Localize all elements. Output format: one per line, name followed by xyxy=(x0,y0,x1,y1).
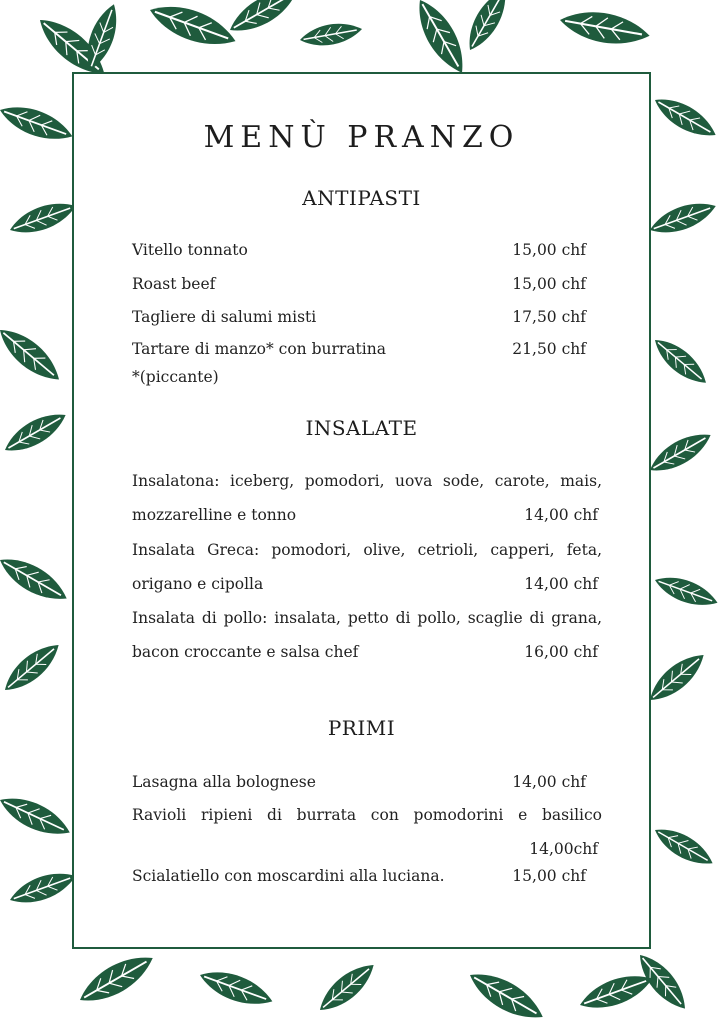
item-description-cont: origano e cipolla xyxy=(132,575,264,593)
item-name: Tartare di manzo* con burratina xyxy=(132,340,386,358)
item-price: 15,00 chf xyxy=(512,275,586,293)
item-price: 21,50 chf xyxy=(512,340,586,358)
item-price: 14,00 chf xyxy=(524,506,598,524)
item-description: Insalata Greca: pomodori, olive, cetrioli, capperi, feta, xyxy=(132,541,602,559)
menu-item xyxy=(132,533,602,601)
menu-item xyxy=(132,464,602,532)
item-price: 16,00 chf xyxy=(524,643,598,661)
item-name: Lasagna alla bolognese xyxy=(132,773,316,791)
item-note: *(piccante) xyxy=(132,368,219,386)
menu-item xyxy=(132,765,598,799)
item-price: 17,50 chf xyxy=(512,308,586,326)
item-description: Insalatona: iceberg, pomodori, uova sode, carote, mais, xyxy=(132,472,602,490)
item-price: 15,00 chf xyxy=(512,867,586,885)
item-price: 14,00 chf xyxy=(524,575,598,593)
menu-item xyxy=(132,601,602,669)
item-price: 14,00 chf xyxy=(512,773,586,791)
item-description-cont: bacon croccante e salsa chef xyxy=(132,643,359,661)
menu-item xyxy=(132,798,602,866)
leaf-cluster-left xyxy=(0,98,80,910)
leaf-cluster-right xyxy=(643,90,721,872)
item-price: 15,00 chf xyxy=(512,241,586,259)
menu-item xyxy=(132,267,598,301)
section-heading-primi: PRIMI xyxy=(327,716,396,740)
item-description: Ravioli ripieni di burrata con pomodorini e basilico xyxy=(132,806,602,824)
section-heading-antipasti: ANTIPASTI xyxy=(302,186,421,210)
menu-item xyxy=(132,233,598,267)
page-title: MENÙ PRANZO xyxy=(203,120,520,155)
item-description-cont: mozzarelline e tonno xyxy=(132,506,297,524)
item-description: Insalata di pollo: insalata, petto di pollo, scaglie di grana, xyxy=(132,609,602,627)
menu-item xyxy=(132,332,598,394)
menu-item xyxy=(132,859,598,893)
leaf-cluster-top xyxy=(31,0,652,84)
item-name: Scialatiello con moscardini alla luciana. xyxy=(132,867,445,885)
item-name: Roast beef xyxy=(132,275,216,293)
leaf-cluster-bottom xyxy=(73,946,693,1024)
section-heading-insalate: INSALATE xyxy=(305,416,418,440)
menu-card xyxy=(74,74,649,947)
menu-item xyxy=(132,300,598,334)
item-name: Vitello tonnato xyxy=(132,241,248,259)
item-price: 14,00chf xyxy=(529,840,598,858)
item-name: Tagliere di salumi misti xyxy=(132,308,317,326)
